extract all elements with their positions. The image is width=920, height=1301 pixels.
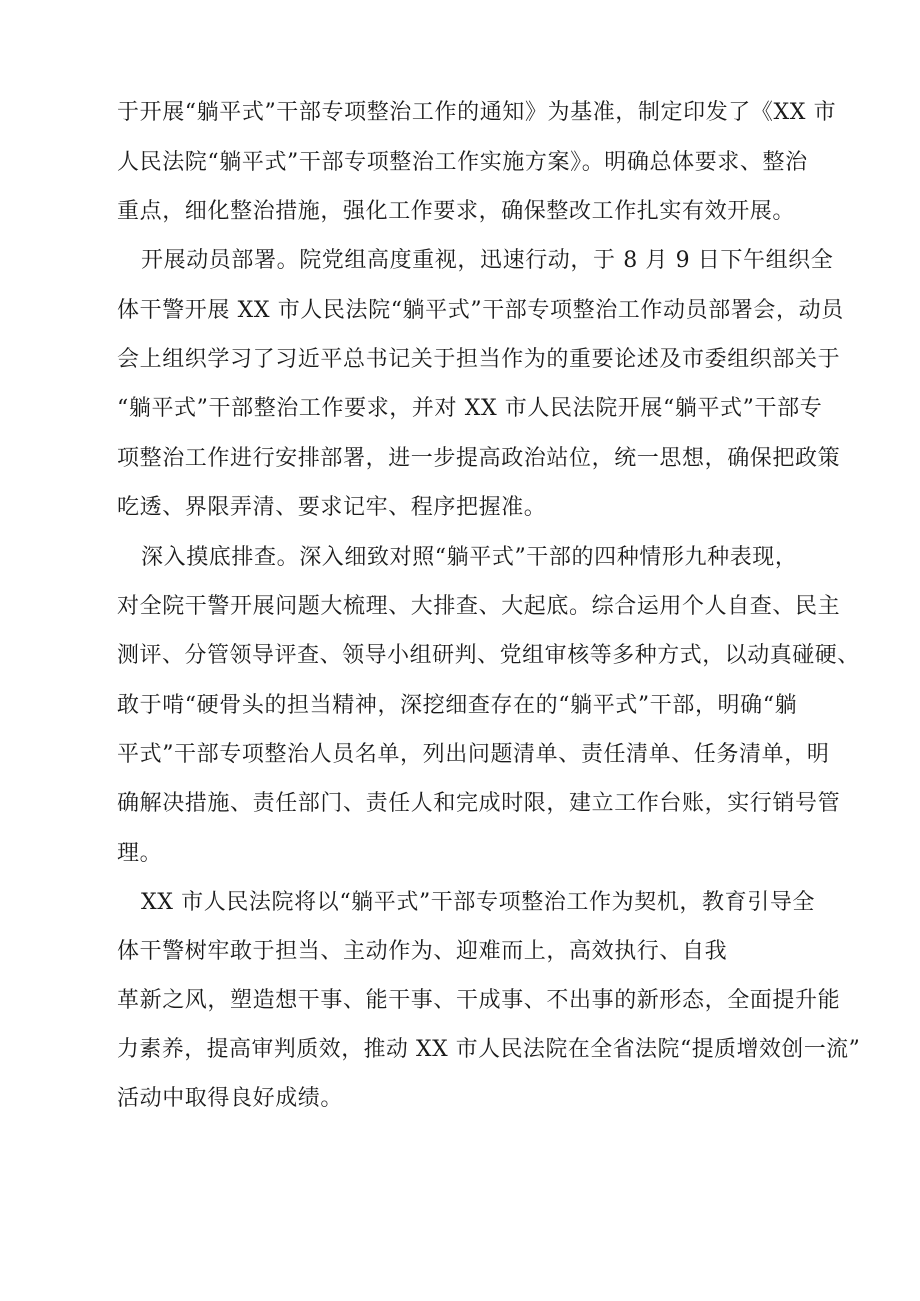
text-line: 吃透、界限弄清、要求记牢、程序把握准。 [117, 495, 547, 520]
text-line: 敢于啃“硬骨头的担当精神，深挖细查存在的“躺平式”干部，明确“躺 [117, 693, 798, 718]
text-line: 人民法院“躺平式”干部专项整治工作实施方案》。明确总体要求、整治 [117, 150, 808, 175]
text-line: 平式”干部专项整治人员名单，列出问题清单、责任清单、任务清单，明 [117, 742, 830, 767]
text-line: XX 市人民法院将以“躺平式”干部专项整治工作为契机，教育引导全 [141, 890, 816, 915]
text-line: 理。 [117, 841, 163, 866]
text-line: 活动中取得良好成绩。 [117, 1086, 344, 1111]
text-line: 革新之风，塑造想干事、能干事、干成事、不出事的新形态，全面提升能 [117, 988, 841, 1013]
text-line: 深入摸底排查。深入细致对照“躺平式”干部的四种情形九种表现， [141, 545, 798, 570]
text-line: 于开展“躺平式”干部专项整治工作的通知》为基准，制定印发了《XX 市 [117, 100, 837, 125]
text-line: 体干警开展 XX 市人民法院“躺平式”干部专项整治工作动员部署会，动员 [117, 298, 844, 323]
text-line: 体干警树牢敢于担当、主动作为、迎难而上，高效执行、自我 [117, 939, 728, 964]
text-line: 力素养，提高审判质效，推动 XX 市人民法院在全省法院“提质增效创一流” [117, 1037, 861, 1062]
text-line: 确解决措施、责任部门、责任人和完成时限，建立工作台账，实行销号管 [117, 791, 841, 816]
text-line: 重点，细化整治措施，强化工作要求，确保整改工作扎实有效开展。 [117, 199, 796, 224]
text-line: 开展动员部署。院党组高度重视，迅速行动，于 8 月 9 日下午组织全 [141, 248, 834, 273]
text-line: 项整治工作进行安排部署，进一步提高政治站位，统一思想，确保把政策 [117, 446, 841, 471]
text-line: 会上组织学习了习近平总书记关于担当作为的重要论述及市委组织部关于 [117, 347, 841, 372]
text-line: “躺平式”干部整治工作要求，并对 XX 市人民法院开展“躺平式”干部专 [117, 396, 823, 421]
text-line: 对全院干警开展问题大梳理、大排查、大起底。综合运用个人自查、民主 [117, 594, 841, 619]
text-line: 测评、分管领导评查、领导小组研判、党组审核等多种方式，以动真碰硬、 [117, 643, 860, 668]
